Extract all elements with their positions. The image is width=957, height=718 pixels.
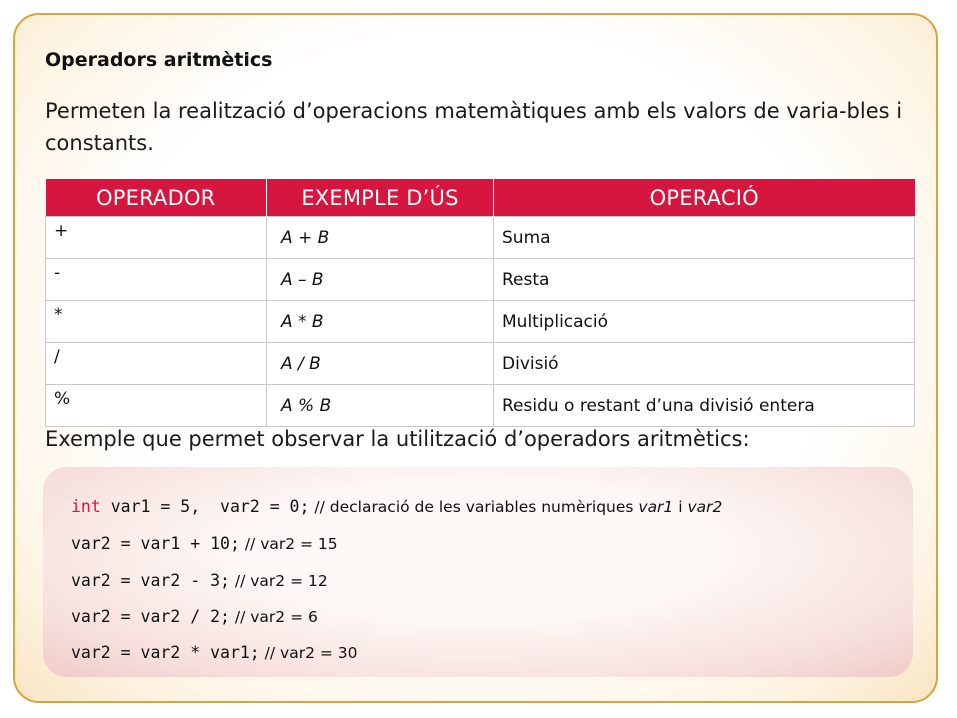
code-comment: // var2 = 6: [229, 608, 318, 626]
operation-cell: Resta: [494, 259, 915, 301]
info-card: [13, 13, 938, 703]
code-text: var1 = 5, var2 = 0;: [100, 497, 310, 516]
operator-cell: %: [46, 385, 267, 427]
code-line: [71, 534, 338, 553]
code-line: [71, 571, 328, 590]
operation-cell: Residu o restant d’una divisió entera: [494, 385, 915, 427]
operation-cell: Suma: [494, 217, 915, 259]
example-intro: Exemple que permet observar la utilització d’operadors aritmètics:: [45, 427, 750, 451]
operator-cell: +: [46, 217, 267, 259]
operators-table: [45, 179, 915, 427]
column-header-example: EXEMPLE D’ÚS: [267, 179, 494, 217]
operator-cell: -: [46, 259, 267, 301]
code-text: var2 = var2 / 2;: [71, 607, 230, 626]
keyword-int: int: [71, 497, 101, 516]
example-cell: A * B: [267, 301, 494, 343]
table-row: [46, 301, 915, 343]
code-comment: // var2 = 12: [229, 572, 328, 590]
code-text: var2 = var2 * var1;: [71, 643, 260, 662]
table-row: [46, 385, 915, 427]
intro-paragraph: Permeten la realització d’operacions matemàtiques amb els valors de varia-bles i constants.: [45, 99, 903, 155]
comment-var-b: var2: [687, 498, 723, 516]
code-example-box: [43, 467, 913, 677]
code-line: [71, 607, 318, 626]
operation-cell: Divisió: [494, 343, 915, 385]
code-text: var2 = var1 + 10;: [71, 534, 240, 553]
code-line-declaration: [71, 497, 722, 516]
table-row: [46, 343, 915, 385]
column-header-operator: OPERADOR: [46, 179, 267, 217]
comment-text: // declaració de les variables numèriques: [309, 498, 639, 516]
section-title: Operadors aritmètics: [45, 49, 273, 71]
table-row: [46, 217, 915, 259]
column-header-operation: OPERACIÓ: [494, 179, 915, 217]
code-comment: // var2 = 30: [259, 644, 358, 662]
example-cell: A / B: [267, 343, 494, 385]
table-header-row: [46, 179, 915, 217]
code-text: var2 = var2 - 3;: [71, 571, 230, 590]
comment-var-a: var1: [638, 498, 674, 516]
comment-conjunction: i: [673, 498, 688, 516]
operation-cell: Multiplicació: [494, 301, 915, 343]
code-comment: [309, 498, 722, 516]
table-row: [46, 259, 915, 301]
example-cell: A + B: [267, 217, 494, 259]
code-line: [71, 643, 358, 662]
example-cell: A – B: [267, 259, 494, 301]
operator-cell: *: [46, 301, 267, 343]
example-cell: A % B: [267, 385, 494, 427]
operator-cell: /: [46, 343, 267, 385]
code-comment: // var2 = 15: [239, 535, 338, 553]
